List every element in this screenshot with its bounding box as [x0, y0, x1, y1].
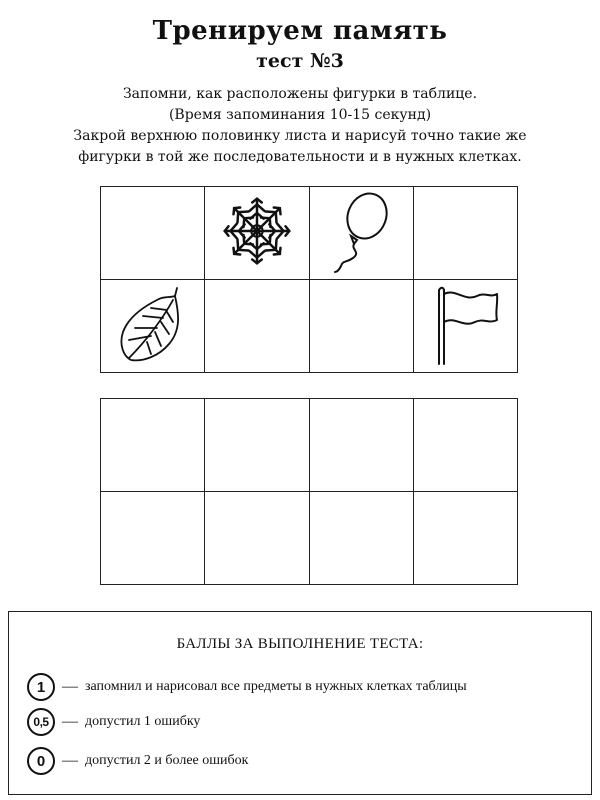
instruction-line: фигурки в той же последовательности и в нужных клетках.	[78, 149, 522, 165]
drawing-grid	[100, 398, 518, 585]
score-badge: 0	[27, 747, 55, 775]
score-item	[27, 746, 248, 776]
flag-icon	[425, 282, 505, 366]
score-item	[27, 672, 467, 702]
grid-cell	[309, 399, 413, 492]
grid-cell	[413, 399, 517, 492]
instruction-line: (Время запоминания 10-15 секунд)	[168, 107, 432, 123]
leaf-icon	[111, 282, 195, 366]
grid-cell	[205, 399, 309, 492]
grid-row	[101, 492, 518, 585]
grid-cell	[309, 280, 413, 373]
grid-cell	[413, 187, 517, 280]
grid-cell	[205, 492, 309, 585]
snowflake-icon	[219, 193, 295, 269]
instruction-line: Запомни, как расположены фигурки в таблице.	[122, 86, 478, 102]
score-dash: —	[62, 713, 78, 730]
score-dash: —	[62, 752, 78, 769]
test-number: тест №3	[256, 50, 344, 72]
instructions	[40, 84, 560, 168]
instruction-line: Закрой верхнюю половинку листа и нарисуй точно такие же	[73, 128, 527, 144]
score-item	[27, 707, 200, 737]
grid-cell	[205, 187, 309, 280]
grid-cell	[205, 280, 309, 373]
scoring-box	[8, 611, 592, 795]
grid-cell	[309, 492, 413, 585]
score-dash: —	[62, 678, 78, 695]
balloon-icon	[321, 188, 401, 274]
page-title: Тренируем память	[152, 16, 448, 46]
score-description: допустил 1 ошибку	[85, 714, 201, 729]
scoring-heading: БАЛЛЫ ЗА ВЫПОЛНЕНИЕ ТЕСТА:	[176, 636, 424, 652]
grid-cell	[309, 187, 413, 280]
grid-row	[101, 187, 518, 280]
score-description: допустил 2 и более ошибок	[85, 753, 249, 768]
grid-cell	[101, 280, 205, 373]
score-description: запомнил и нарисовал все предметы в нужных клетках таблицы	[85, 679, 467, 694]
score-badge: 1	[27, 673, 55, 701]
grid-cell	[101, 399, 205, 492]
grid-cell	[101, 492, 205, 585]
grid-row	[101, 280, 518, 373]
grid-cell	[413, 280, 517, 373]
memory-grid	[100, 186, 518, 373]
grid-row	[101, 399, 518, 492]
grid-cell	[413, 492, 517, 585]
grid-cell	[101, 187, 205, 280]
score-badge: 0,5	[27, 708, 55, 736]
